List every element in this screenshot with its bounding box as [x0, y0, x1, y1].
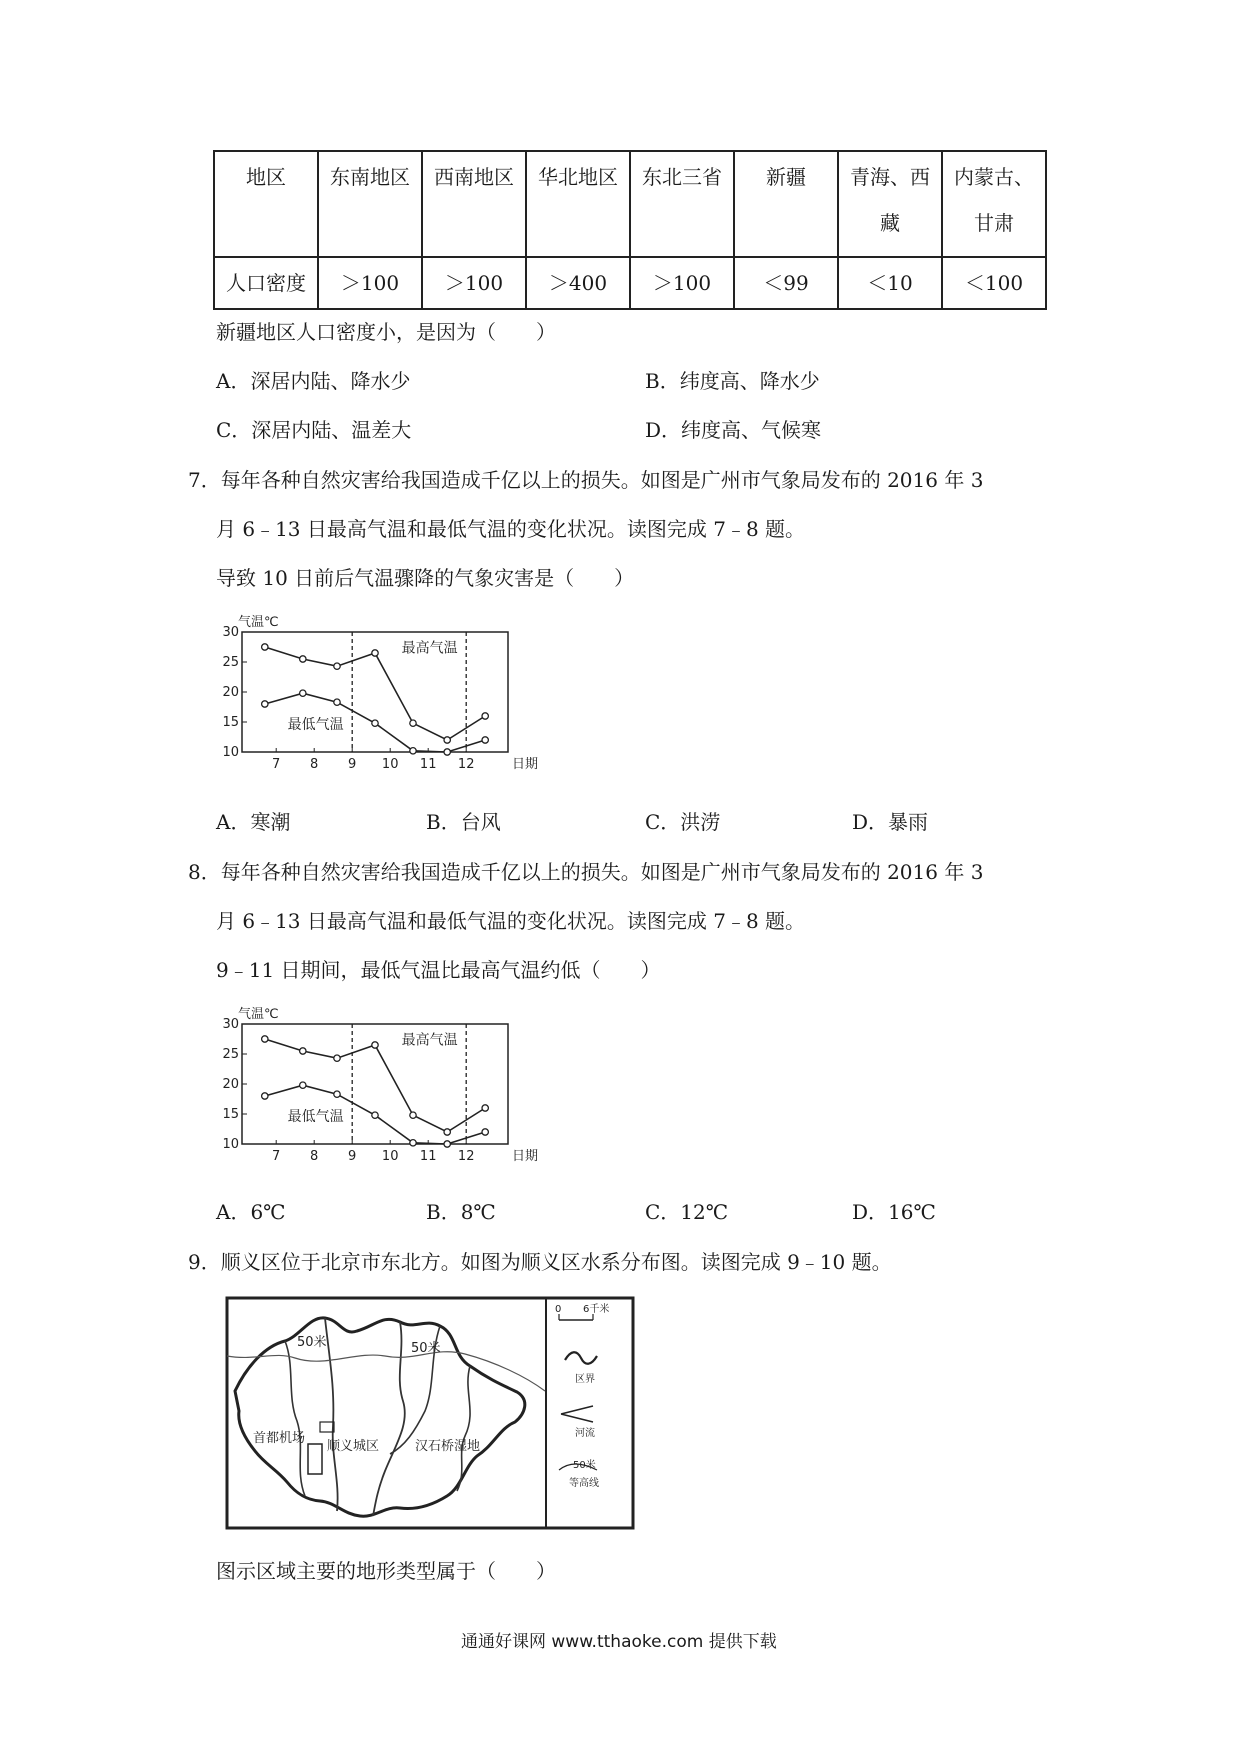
table-header-cell: [422, 151, 526, 257]
header-cell-line: 西南地区: [434, 165, 514, 189]
header-cell-line: 甘肃: [974, 211, 1014, 235]
y-tick-label: 10: [222, 1137, 239, 1152]
data-point: [372, 1112, 378, 1118]
table-header-cell: [734, 151, 838, 257]
table-header-cell: [214, 151, 318, 257]
x-tick-label: 11: [419, 1149, 437, 1164]
q7-option-b[interactable]: B．台风: [426, 810, 501, 834]
x-tick-label: 7: [272, 1149, 281, 1164]
x-tick-label: 11: [419, 757, 437, 772]
footer-credit: 通通好课网 www.tthaoke.com 提供下载: [461, 1632, 777, 1652]
shunyi-water-map: [225, 1296, 635, 1530]
data-point: [410, 1112, 416, 1118]
q8-intro-line1: 8．每年各种自然灾害给我国造成千亿以上的损失。如图是广州市气象局发布的 2016 年 3: [188, 860, 984, 884]
x-tick-label: 9: [348, 1149, 357, 1164]
y-tick-label: 20: [222, 1077, 239, 1092]
q6-option-c[interactable]: C．深居内陆、温差大: [216, 418, 412, 442]
table-header-cell: [318, 151, 422, 257]
population-density-table: [213, 150, 1047, 310]
y-tick-label: 20: [222, 685, 239, 700]
data-point: [300, 690, 306, 696]
q8-option-b[interactable]: B．8℃: [426, 1200, 496, 1224]
city-label: 顺义城区: [327, 1439, 380, 1454]
x-tick-label: 8: [310, 1149, 319, 1164]
header-cell-line: 地区: [246, 165, 286, 189]
data-point: [334, 1091, 340, 1097]
q7-intro-line2: 月 6﹣13 日最高气温和最低气温的变化状况。读图完成 7﹣8 题。: [216, 517, 806, 541]
y-tick-label: 25: [222, 655, 239, 670]
header-cell-line: 东北三省: [642, 165, 722, 189]
airport-label: 首都机场: [253, 1431, 306, 1446]
data-point: [444, 1141, 450, 1147]
data-point: [444, 749, 450, 755]
header-cell-line: 青海、西: [850, 165, 930, 189]
data-point: [372, 650, 378, 656]
q9-intro: 9．顺义区位于北京市东北方。如图为顺义区水系分布图。读图完成 9﹣10 题。: [188, 1250, 892, 1274]
data-point: [300, 1048, 306, 1054]
data-point: [482, 1105, 488, 1111]
density-value-cell: ＞400: [526, 257, 630, 309]
x-tick-label: 12: [457, 757, 475, 772]
x-axis-label: 日期: [512, 1149, 539, 1164]
y-axis-label: 气温℃: [238, 1007, 279, 1022]
q6-option-b[interactable]: B．纬度高、降水少: [645, 369, 820, 393]
data-point: [372, 1042, 378, 1048]
q7-intro-line1: 7．每年各种自然灾害给我国造成千亿以上的损失。如图是广州市气象局发布的 2016 年 3: [188, 468, 984, 492]
q8-stem: 9﹣11 日期间，最低气温比最高气温约低（ ）: [216, 958, 661, 982]
density-value-cell: ＜100: [942, 257, 1046, 309]
q6-stem: 新疆地区人口密度小，是因为（ ）: [216, 320, 556, 344]
x-tick-label: 12: [457, 1149, 475, 1164]
series-label-min: 最低气温: [287, 1109, 344, 1126]
legend-boundary: 区界: [575, 1374, 595, 1385]
data-point: [300, 1082, 306, 1088]
data-point: [410, 720, 416, 726]
x-axis-label: 日期: [512, 757, 539, 772]
data-point: [372, 720, 378, 726]
table-header-row: [214, 151, 1046, 257]
q8-option-c[interactable]: C．12℃: [645, 1200, 729, 1224]
data-point: [262, 1093, 268, 1099]
series-label-min: 最低气温: [287, 717, 344, 734]
y-tick-label: 10: [222, 745, 239, 760]
y-tick-label: 30: [222, 625, 239, 640]
y-axis-label: 气温℃: [238, 615, 279, 630]
x-tick-label: 10: [381, 757, 399, 772]
data-point: [262, 701, 268, 707]
series-label-max: 最高气温: [401, 1032, 458, 1049]
contour-label-a: 50米: [297, 1335, 327, 1350]
data-point: [334, 1055, 340, 1061]
density-value-cell: ＜99: [734, 257, 838, 309]
x-tick-label: 7: [272, 757, 281, 772]
legend-contour-value: 50米: [573, 1460, 596, 1471]
data-point: [262, 644, 268, 650]
data-point: [300, 656, 306, 662]
y-tick-label: 25: [222, 1047, 239, 1062]
data-point: [410, 748, 416, 754]
data-point: [410, 1140, 416, 1146]
y-tick-label: 30: [222, 1017, 239, 1032]
q6-option-a[interactable]: A．深居内陆、降水少: [216, 369, 411, 393]
table-header-cell: [630, 151, 734, 257]
density-value-cell: ＜10: [838, 257, 942, 309]
q6-option-d[interactable]: D．纬度高、气候寒: [645, 418, 822, 442]
header-cell-line: 新疆: [766, 165, 806, 189]
x-tick-label: 10: [381, 1149, 399, 1164]
y-tick-label: 15: [222, 1107, 239, 1122]
header-cell-line: 东南地区: [330, 165, 410, 189]
wetland-label: 汉石桥湿地: [415, 1439, 481, 1454]
q9-stem: 图示区域主要的地形类型属于（ ）: [216, 1559, 556, 1583]
header-cell-line: 内蒙古、: [954, 165, 1034, 189]
density-value-cell: ＞100: [318, 257, 422, 309]
data-point: [334, 663, 340, 669]
table-header-cell: [526, 151, 630, 257]
map-frame: [227, 1298, 633, 1528]
temperature-chart-q8: [218, 1004, 540, 1174]
temperature-chart-q7: [218, 612, 540, 782]
scale-text: 6千米: [583, 1304, 610, 1315]
scale-zero: 0: [555, 1304, 562, 1315]
data-point: [482, 713, 488, 719]
row-label-cell: 人口密度: [214, 257, 318, 309]
q7-stem: 导致 10 日前后气温骤降的气象灾害是（ ）: [216, 566, 635, 590]
series-label-max: 最高气温: [401, 640, 458, 657]
data-point: [334, 699, 340, 705]
q7-option-c[interactable]: C．洪涝: [645, 810, 721, 834]
data-point: [482, 737, 488, 743]
density-value-cell: ＞100: [630, 257, 734, 309]
table-header-cell: [838, 151, 942, 257]
data-point: [444, 1129, 450, 1135]
contour-label-b: 50米: [411, 1341, 441, 1356]
density-value-cell: ＞100: [422, 257, 526, 309]
table-header-cell: [942, 151, 1046, 257]
legend-river: 河流: [575, 1428, 595, 1439]
q8-option-a[interactable]: A．6℃: [216, 1200, 286, 1224]
x-tick-label: 9: [348, 757, 357, 772]
q8-option-d[interactable]: D．16℃: [852, 1200, 936, 1224]
y-tick-label: 15: [222, 715, 239, 730]
data-point: [444, 737, 450, 743]
data-point: [262, 1036, 268, 1042]
q8-intro-line2: 月 6﹣13 日最高气温和最低气温的变化状况。读图完成 7﹣8 题。: [216, 909, 806, 933]
data-point: [482, 1129, 488, 1135]
legend-contour: 等高线: [569, 1478, 599, 1489]
table-data-row: [214, 257, 1046, 309]
header-cell-line: 华北地区: [538, 165, 618, 189]
x-tick-label: 8: [310, 757, 319, 772]
q7-option-d[interactable]: D．暴雨: [852, 810, 929, 834]
q7-option-a[interactable]: A．寒潮: [216, 810, 291, 834]
header-cell-line: 藏: [880, 211, 900, 235]
